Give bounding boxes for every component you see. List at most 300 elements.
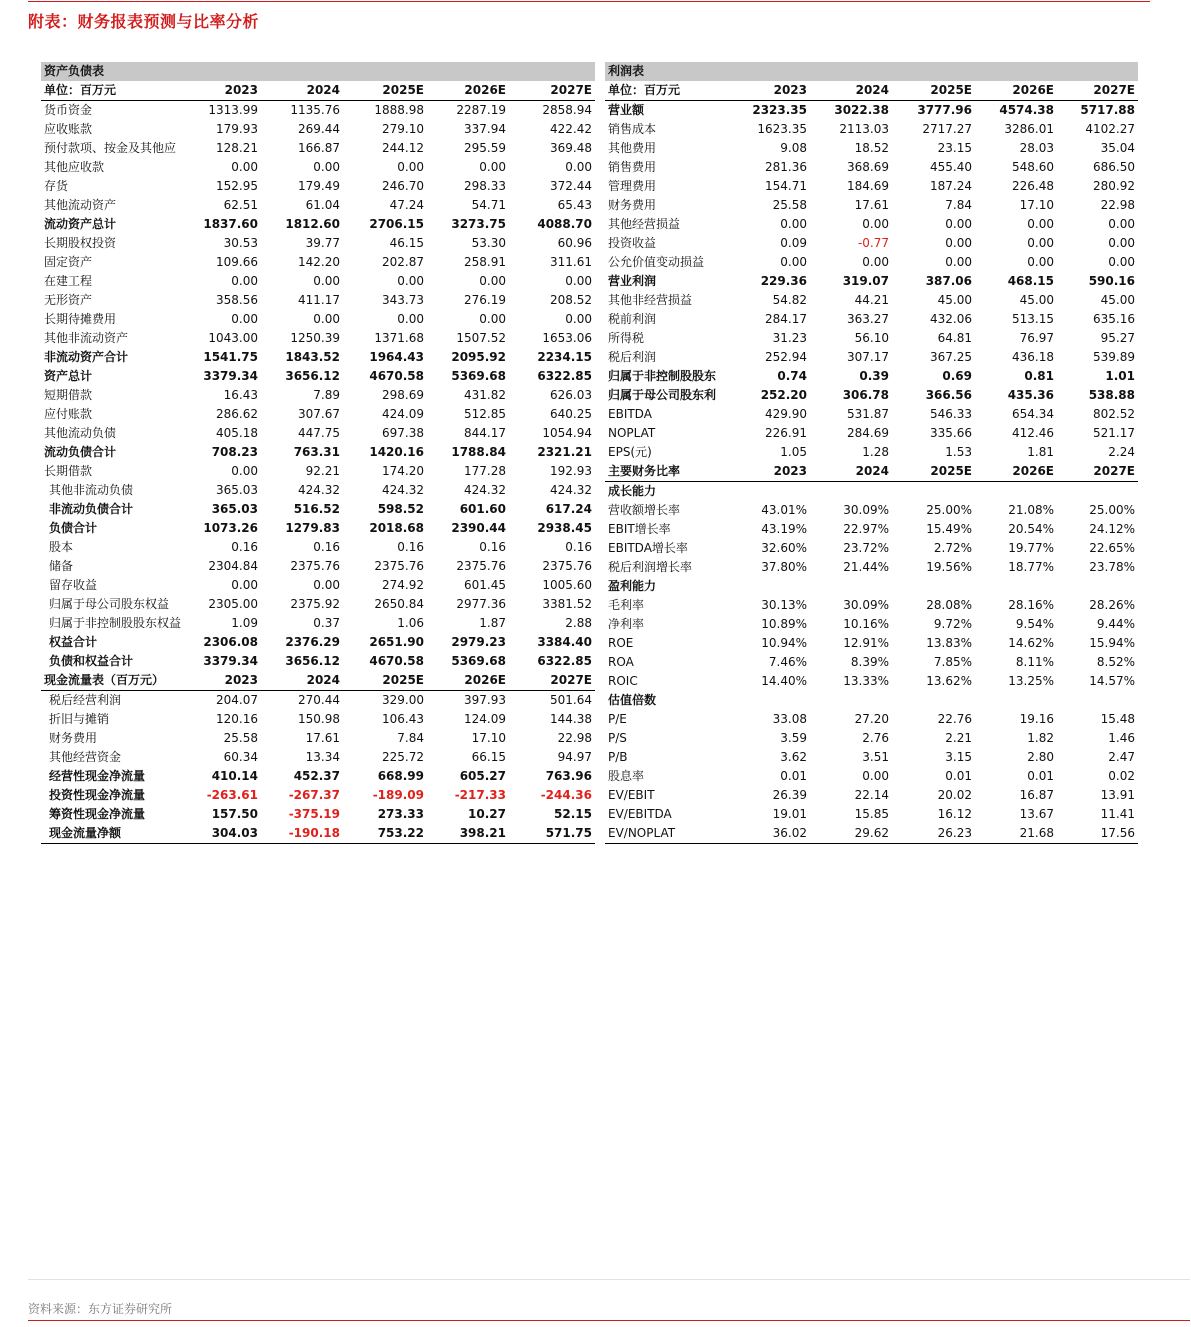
row-value: 1420.16: [369, 445, 424, 459]
section-fill: [1057, 62, 1138, 81]
table-row: [605, 520, 1138, 539]
row-value: 4670.58: [369, 654, 424, 668]
row-value: 1135.76: [290, 103, 340, 117]
row-label: 税后经营利润: [49, 693, 122, 707]
ratio-group-fill: [975, 482, 1057, 502]
row-value: 8.52%: [1096, 655, 1135, 669]
row-value: 0.01: [780, 769, 807, 783]
row-value: 16.43: [223, 388, 258, 402]
row-value: 36.02: [725, 824, 810, 844]
row-label: 财务费用: [608, 198, 657, 212]
row-value: 0.00: [862, 217, 889, 231]
table-row: [605, 615, 1138, 634]
row-value: 43.01%: [761, 503, 807, 517]
ratios-header: [605, 462, 1138, 482]
row-label: 营业额: [608, 103, 645, 117]
row-label: P/B: [608, 750, 628, 764]
row-label: 销售费用: [608, 160, 657, 174]
row-value: 286.62: [216, 407, 258, 421]
section-title: 利润表: [605, 62, 725, 81]
row-value: 19.01: [772, 807, 807, 821]
row-value: 61.04: [305, 198, 340, 212]
row-value: 0.00: [565, 312, 592, 326]
row-value: 3.51: [862, 750, 889, 764]
row-value: 208.52: [550, 293, 592, 307]
row-value: 19.16: [1019, 712, 1054, 726]
row-value: 0.81: [1024, 369, 1054, 383]
row-value: 56.10: [854, 331, 889, 345]
row-value: 5369.68: [451, 654, 506, 668]
row-value: 45.00: [937, 293, 972, 307]
row-value: 9.44%: [1096, 617, 1135, 631]
cashflow-header: [41, 671, 595, 691]
row-value: 1.81: [1027, 445, 1054, 459]
table-row: [41, 139, 595, 158]
row-value: 8.11%: [1015, 655, 1054, 669]
table-row: [41, 786, 595, 805]
row-label: 其他非流动负债: [49, 483, 134, 497]
row-label: NOPLAT: [608, 426, 656, 440]
table-row: [605, 215, 1138, 234]
row-value: 3286.01: [1004, 122, 1054, 136]
row-value: 1843.52: [285, 350, 340, 364]
row-label: 财务费用: [49, 731, 98, 745]
table-row: [41, 805, 595, 824]
row-value: 45.00: [1100, 293, 1135, 307]
header-label: 主要财务比率: [605, 462, 725, 482]
row-value: -375.19: [288, 807, 340, 821]
table-row: [41, 614, 595, 633]
row-value: 398.21: [427, 824, 509, 844]
table-row: [605, 653, 1138, 672]
row-value: 3022.38: [834, 103, 889, 117]
table-row: [605, 348, 1138, 367]
row-value: 424.32: [298, 483, 340, 497]
table-row: [605, 805, 1138, 824]
table-row: [41, 215, 595, 234]
table-row: [41, 120, 595, 139]
row-value: 2304.84: [208, 559, 258, 573]
row-value: 424.09: [382, 407, 424, 421]
row-label: 投资性现金净流量: [49, 788, 146, 802]
row-value: 844.17: [464, 426, 506, 440]
row-value: 501.64: [550, 693, 592, 707]
row-value: 21.68: [975, 824, 1057, 844]
row-value: 0.00: [313, 578, 340, 592]
table-row: [605, 748, 1138, 767]
row-value: 43.19%: [761, 522, 807, 536]
table-row: [605, 139, 1138, 158]
row-value: 269.44: [298, 122, 340, 136]
row-value: 22.97%: [843, 522, 889, 536]
row-value: 15.85: [854, 807, 889, 821]
row-label: 货币资金: [44, 103, 93, 117]
row-value: 1541.75: [203, 350, 258, 364]
section-fill: [189, 62, 261, 81]
row-value: 19.77%: [1008, 541, 1054, 555]
row-label: 税后利润增长率: [608, 560, 693, 574]
left-financial-table: [41, 62, 595, 844]
row-label: 固定资产: [44, 255, 93, 269]
row-value: 14.40%: [761, 674, 807, 688]
row-value: 0.00: [780, 255, 807, 269]
row-label: EV/EBITDA: [608, 807, 672, 821]
table-row: [41, 310, 595, 329]
table-row: [605, 177, 1138, 196]
row-value: 0.00: [780, 217, 807, 231]
row-value: 2375.92: [290, 597, 340, 611]
row-label: ROE: [608, 636, 634, 650]
row-value: 7.84: [397, 731, 424, 745]
row-label: 净利率: [608, 617, 645, 631]
table-row: [605, 672, 1138, 691]
row-value: 0.00: [313, 274, 340, 288]
row-value: 2717.27: [922, 122, 972, 136]
row-value: 2375.76: [374, 559, 424, 573]
table-row: [41, 177, 595, 196]
table-row: [605, 596, 1138, 615]
ratio-group-fill: [892, 691, 975, 710]
year-header: 2027E: [509, 671, 595, 691]
row-value: 15.48: [1100, 712, 1135, 726]
row-value: 25.58: [772, 198, 807, 212]
row-value: 601.60: [459, 502, 506, 516]
row-value: 14.57%: [1089, 674, 1135, 688]
row-value: 2018.68: [369, 521, 424, 535]
row-value: 0.00: [397, 160, 424, 174]
row-value: 52.15: [554, 807, 592, 821]
row-label: 其他非流动资产: [44, 331, 129, 345]
year-header: 2024: [261, 81, 343, 101]
row-value: 1.09: [231, 616, 258, 630]
row-value: 60.96: [557, 236, 592, 250]
row-value: 3273.75: [451, 217, 506, 231]
row-value: 531.87: [847, 407, 889, 421]
row-value: 21.08%: [1008, 503, 1054, 517]
row-value: 3.15: [945, 750, 972, 764]
row-value: 3777.96: [917, 103, 972, 117]
row-label: EBITDA: [608, 407, 652, 421]
row-label: 税后利润: [608, 350, 657, 364]
row-label: 其他非经营损益: [608, 293, 693, 307]
row-value: 521.17: [1093, 426, 1135, 440]
row-value: 0.00: [862, 255, 889, 269]
row-value: 144.38: [550, 712, 592, 726]
table-row: [605, 196, 1138, 215]
row-value: 2.80: [1027, 750, 1054, 764]
row-label: ROIC: [608, 674, 638, 688]
row-value: 19.56%: [926, 560, 972, 574]
row-value: 753.22: [343, 824, 427, 844]
row-value: 2858.94: [542, 103, 592, 117]
row-value: 2305.00: [208, 597, 258, 611]
row-value: -244.36: [540, 788, 592, 802]
row-value: 10.27: [468, 807, 506, 821]
row-value: -0.77: [857, 236, 889, 250]
row-label: 存货: [44, 179, 69, 193]
row-value: 270.44: [298, 693, 340, 707]
row-label: 经营性现金净流量: [49, 769, 146, 783]
table-row: [605, 367, 1138, 386]
row-label: 负债合计: [49, 521, 98, 535]
row-value: -267.37: [288, 788, 340, 802]
row-value: 284.69: [847, 426, 889, 440]
row-label: 营收额增长率: [608, 503, 681, 517]
row-label: 预付款项、按金及其他应: [44, 141, 177, 155]
row-value: 0.01: [945, 769, 972, 783]
row-value: 626.03: [550, 388, 592, 402]
row-value: 405.18: [216, 426, 258, 440]
row-value: 2.21: [945, 731, 972, 745]
table-row: [41, 386, 595, 405]
table-row: [41, 748, 595, 767]
row-value: 2.76: [862, 731, 889, 745]
row-value: 0.00: [1108, 255, 1135, 269]
row-value: 0.16: [231, 540, 258, 554]
row-value: 1279.83: [285, 521, 340, 535]
ratio-group-fill: [892, 577, 975, 596]
row-value: 601.45: [464, 578, 506, 592]
top-rule: [28, 1, 1150, 2]
row-value: 468.15: [1007, 274, 1054, 288]
year-header: 2023: [189, 81, 261, 101]
row-value: 0.01: [1027, 769, 1054, 783]
row-value: 22.98: [557, 731, 592, 745]
row-value: 23.78%: [1089, 560, 1135, 574]
row-value: 24.12%: [1089, 522, 1135, 536]
row-value: 244.12: [382, 141, 424, 155]
row-value: 0.00: [231, 578, 258, 592]
row-value: 32.60%: [761, 541, 807, 555]
row-value: 2.47: [1108, 750, 1135, 764]
row-label: EBITDA增长率: [608, 541, 688, 555]
table-row: [41, 348, 595, 367]
row-value: 0.16: [313, 540, 340, 554]
row-label: 留存收益: [49, 578, 98, 592]
section-title: 资产负债表: [41, 62, 189, 81]
ratio-group-title: 盈利能力: [608, 579, 657, 593]
table-row: [605, 824, 1138, 844]
table-row: [41, 367, 595, 386]
row-value: 246.70: [382, 179, 424, 193]
row-value: 23.15: [937, 141, 972, 155]
year-header: 2023: [189, 671, 261, 691]
row-value: 39.77: [305, 236, 340, 250]
balance-sheet-section: [41, 62, 595, 81]
row-label: 长期待摊费用: [44, 312, 117, 326]
table-row: [605, 158, 1138, 177]
row-value: 2323.35: [752, 103, 807, 117]
row-value: 22.14: [854, 788, 889, 802]
row-value: 13.91: [1100, 788, 1135, 802]
table-row: [41, 576, 595, 595]
row-value: 372.44: [550, 179, 592, 193]
row-value: 0.00: [231, 312, 258, 326]
row-label: EV/EBIT: [608, 788, 655, 802]
year-header: 2023: [725, 81, 810, 101]
row-value: 27.20: [854, 712, 889, 726]
row-value: 7.89: [313, 388, 340, 402]
row-value: 452.37: [293, 769, 340, 783]
table-row: [41, 729, 595, 748]
row-value: 2651.90: [369, 635, 424, 649]
row-label: 毛利率: [608, 598, 645, 612]
row-value: 31.23: [772, 331, 807, 345]
row-value: 174.20: [382, 464, 424, 478]
row-value: 3384.40: [537, 635, 592, 649]
row-value: 30.09%: [843, 503, 889, 517]
row-value: 94.97: [557, 750, 592, 764]
row-value: 5717.88: [1080, 103, 1135, 117]
row-value: 25.58: [223, 731, 258, 745]
header-label: 单位：百万元: [41, 81, 189, 101]
ratio-group-fill: [810, 482, 892, 502]
row-label: 其他应收款: [44, 160, 105, 174]
row-value: 0.00: [397, 312, 424, 326]
row-label: 其他经营资金: [49, 750, 122, 764]
year-header: 2027E: [1057, 462, 1138, 482]
row-value: 202.87: [382, 255, 424, 269]
row-value: 16.12: [937, 807, 972, 821]
row-value: 37.80%: [761, 560, 807, 574]
row-value: 1.05: [780, 445, 807, 459]
row-value: 436.18: [1012, 350, 1054, 364]
row-value: 1043.00: [208, 331, 258, 345]
row-value: 276.19: [464, 293, 506, 307]
row-value: 92.21: [305, 464, 340, 478]
row-value: 60.34: [223, 750, 258, 764]
row-value: 252.94: [765, 350, 807, 364]
table-row: [605, 120, 1138, 139]
row-value: 640.25: [550, 407, 592, 421]
row-value: 33.08: [772, 712, 807, 726]
table-row: [605, 291, 1138, 310]
table-row: [41, 443, 595, 462]
row-value: 12.91%: [843, 636, 889, 650]
row-value: 387.06: [925, 274, 972, 288]
row-value: 3656.12: [285, 369, 340, 383]
row-value: 337.94: [464, 122, 506, 136]
row-value: 22.65%: [1089, 541, 1135, 555]
row-value: 281.36: [765, 160, 807, 174]
row-value: 2113.03: [839, 122, 889, 136]
row-label: 无形资产: [44, 293, 93, 307]
right-financial-table: [605, 62, 1138, 844]
row-value: 2977.36: [456, 597, 506, 611]
year-header: 2024: [810, 81, 892, 101]
row-value: 412.46: [1012, 426, 1054, 440]
row-value: 311.61: [550, 255, 592, 269]
row-value: 0.02: [1108, 769, 1135, 783]
table-row: [41, 691, 595, 711]
row-value: 1250.39: [290, 331, 340, 345]
ratio-group-fill: [892, 482, 975, 502]
row-value: 455.40: [930, 160, 972, 174]
table-row: [605, 329, 1138, 348]
row-value: 3381.52: [542, 597, 592, 611]
section-fill: [261, 62, 343, 81]
ratio-group-fill: [810, 577, 892, 596]
table-row: [605, 234, 1138, 253]
row-value: 605.27: [459, 769, 506, 783]
row-value: 343.73: [382, 293, 424, 307]
table-row: [41, 824, 595, 844]
row-value: 1.46: [1108, 731, 1135, 745]
row-label: 税前利润: [608, 312, 657, 326]
row-label: 非流动资产合计: [44, 350, 129, 364]
row-value: 539.89: [1093, 350, 1135, 364]
table-row: [41, 519, 595, 538]
row-value: 7.85%: [933, 655, 972, 669]
row-label: P/E: [608, 712, 627, 726]
row-value: 0.00: [1027, 217, 1054, 231]
row-value: 0.00: [565, 160, 592, 174]
row-value: 29.62: [810, 824, 892, 844]
row-value: 124.09: [464, 712, 506, 726]
table-row: [605, 272, 1138, 291]
row-value: 30.13%: [761, 598, 807, 612]
row-value: 2375.76: [542, 559, 592, 573]
row-label: ROA: [608, 655, 634, 669]
row-value: -217.33: [454, 788, 506, 802]
year-header: 2025E: [892, 462, 975, 482]
year-header: 2026E: [975, 81, 1057, 101]
row-value: 366.56: [925, 388, 972, 402]
row-value: 3.59: [780, 731, 807, 745]
row-value: -190.18: [261, 824, 343, 844]
table-row: [605, 405, 1138, 424]
row-value: 13.34: [305, 750, 340, 764]
year-header: 2026E: [427, 671, 509, 691]
year-header: 2025E: [892, 81, 975, 101]
year-header: 2027E: [509, 81, 595, 101]
year-header: 2025E: [343, 81, 427, 101]
table-row: [41, 462, 595, 481]
section-fill: [427, 62, 509, 81]
row-value: 204.07: [216, 693, 258, 707]
row-label: 流动资产总计: [44, 217, 117, 231]
table-row: [605, 310, 1138, 329]
row-value: 9.08: [780, 141, 807, 155]
row-value: 1054.94: [542, 426, 592, 440]
row-value: 0.00: [479, 312, 506, 326]
table-row: [41, 291, 595, 310]
row-value: 1.06: [397, 616, 424, 630]
row-value: 17.10: [471, 731, 506, 745]
row-value: 598.52: [377, 502, 424, 516]
row-label: 流动负债合计: [44, 445, 117, 459]
row-value: 11.41: [1100, 807, 1135, 821]
row-label: 归属于母公司股东权益: [49, 597, 170, 611]
row-value: 668.99: [377, 769, 424, 783]
row-value: 335.66: [930, 426, 972, 440]
row-value: 708.23: [211, 445, 258, 459]
row-value: 1.87: [479, 616, 506, 630]
row-value: 369.48: [550, 141, 592, 155]
row-value: 279.10: [382, 122, 424, 136]
row-value: 16.87: [1019, 788, 1054, 802]
table-row: [605, 386, 1138, 405]
table-row: [605, 786, 1138, 805]
row-value: 1812.60: [285, 217, 340, 231]
row-value: 226.91: [765, 426, 807, 440]
row-label: 在建工程: [44, 274, 93, 288]
row-value: 13.33%: [843, 674, 889, 688]
row-value: 0.00: [313, 160, 340, 174]
row-value: 2706.15: [369, 217, 424, 231]
row-value: 1371.68: [374, 331, 424, 345]
row-value: 365.03: [216, 483, 258, 497]
